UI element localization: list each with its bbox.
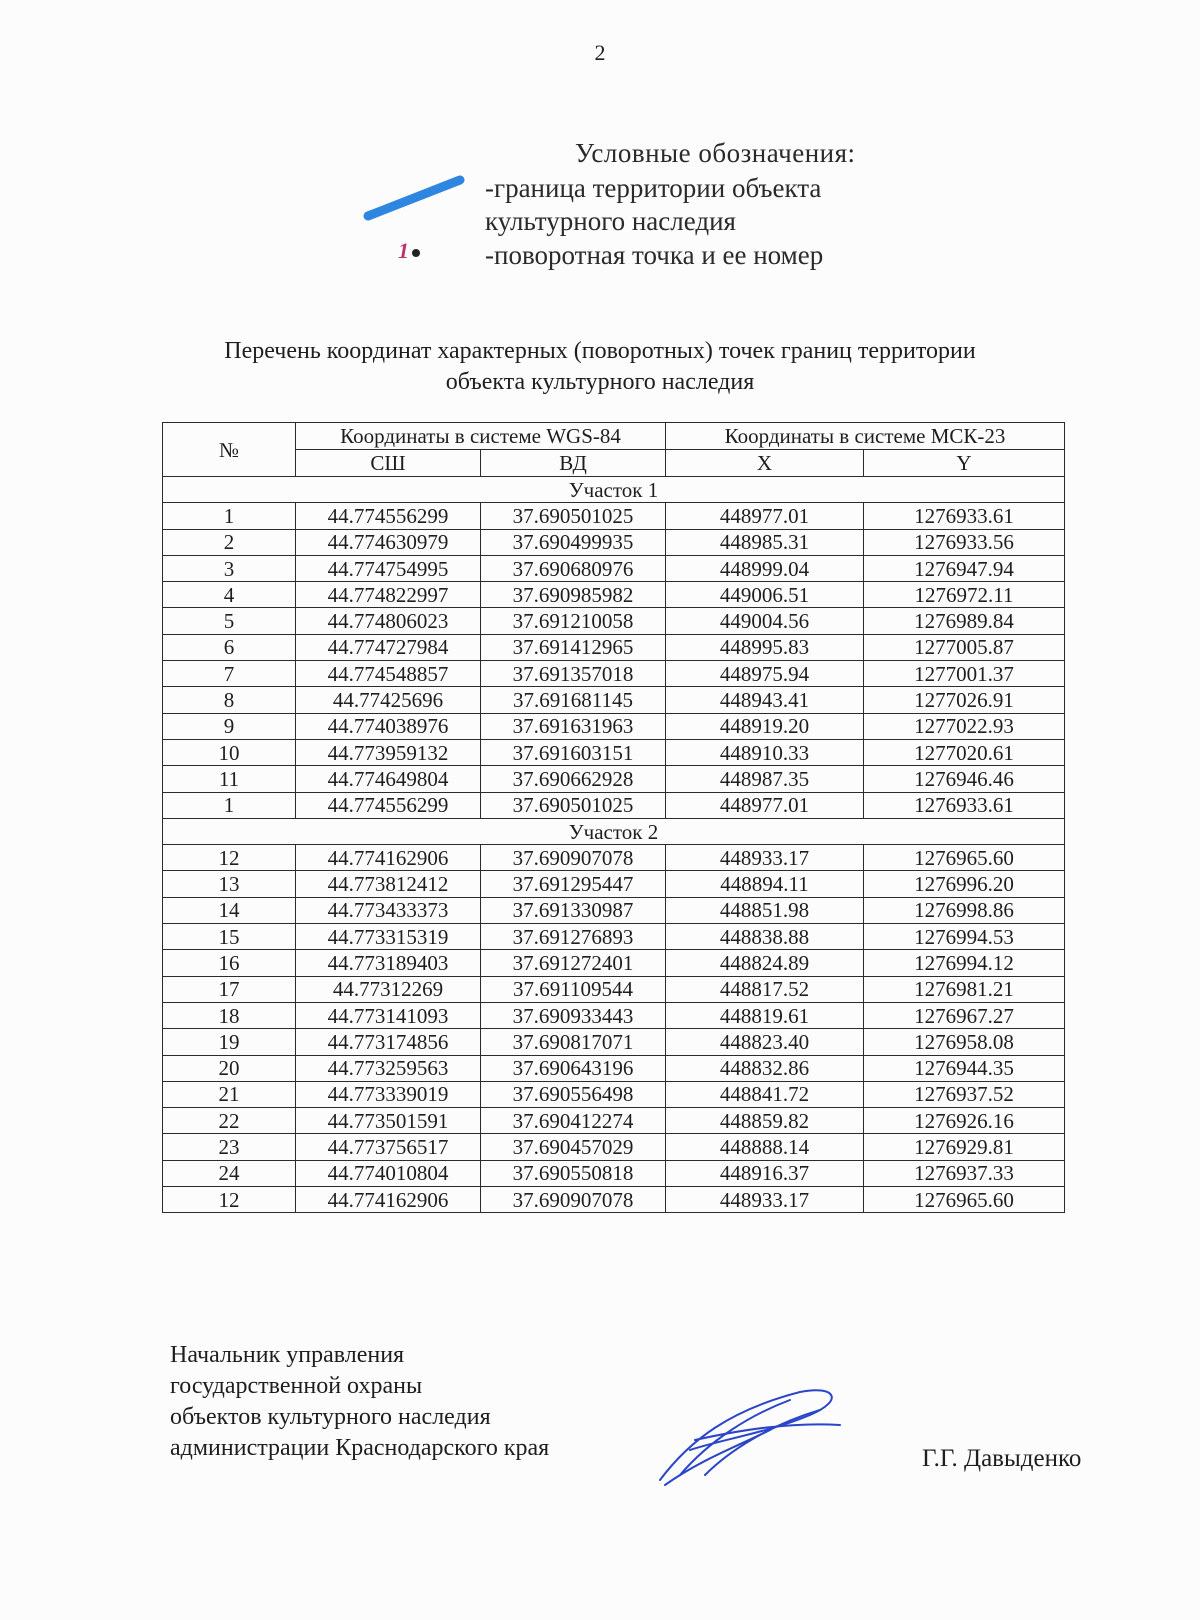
signer-name: Г.Г. Давыденко [922, 1445, 1082, 1472]
point-number: 9 [163, 713, 296, 739]
y-cell: 1276933.61 [864, 503, 1065, 529]
point-number: 23 [163, 1134, 296, 1160]
lon-cell: 37.691272401 [481, 950, 666, 976]
signer-position-line2: государственной охраны [170, 1373, 423, 1399]
lon-cell: 37.691603151 [481, 739, 666, 765]
header-num: № [163, 423, 296, 477]
lon-cell: 37.691276893 [481, 924, 666, 950]
point-number: 2 [163, 529, 296, 555]
y-cell: 1276994.12 [864, 950, 1065, 976]
list-title-line1: Перечень координат характерных (поворотных) точек границ территории [224, 338, 976, 364]
point-number: 13 [163, 871, 296, 897]
point-number: 16 [163, 950, 296, 976]
x-cell: 448859.82 [666, 1108, 864, 1134]
lon-cell: 37.690907078 [481, 845, 666, 871]
lon-cell: 37.691295447 [481, 871, 666, 897]
signature-block [170, 1340, 549, 1464]
lat-cell: 44.77425696 [296, 687, 481, 713]
table-row [163, 713, 1065, 739]
point-number: 14 [163, 897, 296, 923]
y-cell: 1276998.86 [864, 897, 1065, 923]
lon-cell: 37.690457029 [481, 1134, 666, 1160]
coordinates-table [162, 422, 1065, 1213]
x-cell: 448995.83 [666, 634, 864, 660]
lon-cell: 37.691210058 [481, 608, 666, 634]
point-number: 24 [163, 1160, 296, 1186]
y-cell: 1276929.81 [864, 1134, 1065, 1160]
lat-cell: 44.774548857 [296, 661, 481, 687]
legend-point-number: 1 [398, 238, 409, 263]
table-row [163, 897, 1065, 923]
lat-cell: 44.773141093 [296, 1002, 481, 1028]
lon-cell: 37.690501025 [481, 792, 666, 818]
section-label: Участок 1 [163, 477, 1065, 503]
legend-point-symbol [398, 238, 420, 264]
legend-title: Условные обозначения: [575, 138, 856, 168]
lat-cell: 44.774556299 [296, 792, 481, 818]
table-row [163, 976, 1065, 1002]
y-cell: 1276947.94 [864, 555, 1065, 581]
table-subheader-row [163, 450, 1065, 477]
boundary-line-icon [360, 168, 470, 228]
point-number: 12 [163, 845, 296, 871]
lat-cell: 44.774162906 [296, 1187, 481, 1213]
x-cell: 449006.51 [666, 582, 864, 608]
point-number: 20 [163, 1055, 296, 1081]
table-header-row [163, 423, 1065, 450]
x-cell: 448894.11 [666, 871, 864, 897]
point-number: 12 [163, 1187, 296, 1213]
x-cell: 449004.56 [666, 608, 864, 634]
signer-position-line3: объектов культурного наследия [170, 1404, 491, 1430]
y-cell: 1276933.61 [864, 792, 1065, 818]
x-cell: 448933.17 [666, 1187, 864, 1213]
handwritten-signature-icon [650, 1380, 850, 1490]
lat-cell: 44.773959132 [296, 739, 481, 765]
header-y: Y [864, 450, 1065, 477]
signer-position-line1: Начальник управления [170, 1342, 405, 1368]
table-row [163, 792, 1065, 818]
lon-cell: 37.690817071 [481, 1029, 666, 1055]
lat-cell: 44.774806023 [296, 608, 481, 634]
y-cell: 1276965.60 [864, 1187, 1065, 1213]
y-cell: 1277001.37 [864, 661, 1065, 687]
section-label: Участок 2 [163, 818, 1065, 844]
table-row [163, 739, 1065, 765]
lon-cell: 37.690550818 [481, 1160, 666, 1186]
table-row [163, 529, 1065, 555]
table-row [163, 950, 1065, 976]
section-row [163, 818, 1065, 844]
lat-cell: 44.774010804 [296, 1160, 481, 1186]
y-cell: 1277026.91 [864, 687, 1065, 713]
table-row [163, 1108, 1065, 1134]
point-number: 7 [163, 661, 296, 687]
y-cell: 1276972.11 [864, 582, 1065, 608]
header-lon: ВД [481, 450, 666, 477]
x-cell: 448841.72 [666, 1081, 864, 1107]
point-number: 6 [163, 634, 296, 660]
lat-cell: 44.774727984 [296, 634, 481, 660]
page-number: 2 [594, 40, 606, 65]
x-cell: 448919.20 [666, 713, 864, 739]
point-number: 8 [163, 687, 296, 713]
lat-cell: 44.774754995 [296, 555, 481, 581]
header-x: X [666, 450, 864, 477]
lon-cell: 37.690680976 [481, 555, 666, 581]
x-cell: 448817.52 [666, 976, 864, 1002]
table-row [163, 1187, 1065, 1213]
table-row [163, 1002, 1065, 1028]
y-cell: 1276996.20 [864, 871, 1065, 897]
point-number: 19 [163, 1029, 296, 1055]
point-number: 3 [163, 555, 296, 581]
table-row [163, 582, 1065, 608]
y-cell: 1276937.52 [864, 1081, 1065, 1107]
lon-cell: 37.690985982 [481, 582, 666, 608]
lat-cell: 44.773812412 [296, 871, 481, 897]
point-number: 22 [163, 1108, 296, 1134]
y-cell: 1277005.87 [864, 634, 1065, 660]
header-msk: Координаты в системе МСК-23 [666, 423, 1065, 450]
lat-cell: 44.773189403 [296, 950, 481, 976]
table-row [163, 1029, 1065, 1055]
point-number: 18 [163, 1002, 296, 1028]
x-cell: 448999.04 [666, 555, 864, 581]
list-title-line2: объекта культурного наследия [445, 369, 755, 395]
lon-cell: 37.691412965 [481, 634, 666, 660]
lon-cell: 37.690556498 [481, 1081, 666, 1107]
x-cell: 448985.31 [666, 529, 864, 555]
point-number: 15 [163, 924, 296, 950]
lon-cell: 37.691357018 [481, 661, 666, 687]
table-row [163, 924, 1065, 950]
x-cell: 448819.61 [666, 1002, 864, 1028]
y-cell: 1277020.61 [864, 739, 1065, 765]
list-title [150, 336, 1050, 398]
x-cell: 448910.33 [666, 739, 864, 765]
lat-cell: 44.774038976 [296, 713, 481, 739]
lon-cell: 37.691681145 [481, 687, 666, 713]
signer-position-line4: администрации Краснодарского края [170, 1435, 550, 1461]
lat-cell: 44.773339019 [296, 1081, 481, 1107]
point-number: 11 [163, 766, 296, 792]
lat-cell: 44.773174856 [296, 1029, 481, 1055]
lon-cell: 37.691330987 [481, 897, 666, 923]
legend [360, 130, 960, 290]
table-row [163, 845, 1065, 871]
lon-cell: 37.690662928 [481, 766, 666, 792]
y-cell: 1276994.53 [864, 924, 1065, 950]
lon-cell: 37.691109544 [481, 976, 666, 1002]
point-dot-icon [412, 249, 420, 257]
x-cell: 448977.01 [666, 792, 864, 818]
header-lat: СШ [296, 450, 481, 477]
legend-boundary-line2: культурного наследия [485, 206, 736, 236]
point-number: 10 [163, 739, 296, 765]
x-cell: 448975.94 [666, 661, 864, 687]
lon-cell: 37.690643196 [481, 1055, 666, 1081]
section-row [163, 477, 1065, 503]
point-number: 4 [163, 582, 296, 608]
lat-cell: 44.774822997 [296, 582, 481, 608]
lon-cell: 37.691631963 [481, 713, 666, 739]
y-cell: 1276937.33 [864, 1160, 1065, 1186]
y-cell: 1276944.35 [864, 1055, 1065, 1081]
lon-cell: 37.690412274 [481, 1108, 666, 1134]
y-cell: 1276965.60 [864, 845, 1065, 871]
x-cell: 448933.17 [666, 845, 864, 871]
table-row [163, 555, 1065, 581]
point-number: 21 [163, 1081, 296, 1107]
lat-cell: 44.773756517 [296, 1134, 481, 1160]
point-number: 1 [163, 792, 296, 818]
lon-cell: 37.690907078 [481, 1187, 666, 1213]
point-number: 5 [163, 608, 296, 634]
legend-boundary-label [485, 172, 821, 238]
table-row [163, 661, 1065, 687]
legend-point-label: -поворотная точка и ее номер [485, 240, 824, 270]
y-cell: 1276967.27 [864, 1002, 1065, 1028]
y-cell: 1276933.56 [864, 529, 1065, 555]
table-row [163, 766, 1065, 792]
lat-cell: 44.774556299 [296, 503, 481, 529]
lat-cell: 44.774630979 [296, 529, 481, 555]
lon-cell: 37.690933443 [481, 1002, 666, 1028]
x-cell: 448977.01 [666, 503, 864, 529]
lat-cell: 44.77312269 [296, 976, 481, 1002]
table-row [163, 687, 1065, 713]
lat-cell: 44.773259563 [296, 1055, 481, 1081]
table-row [163, 1134, 1065, 1160]
table-row [163, 871, 1065, 897]
x-cell: 448838.88 [666, 924, 864, 950]
x-cell: 448851.98 [666, 897, 864, 923]
point-number: 1 [163, 503, 296, 529]
legend-boundary-line1: -граница территории объекта [485, 173, 822, 203]
table-row [163, 1055, 1065, 1081]
x-cell: 448987.35 [666, 766, 864, 792]
x-cell: 448823.40 [666, 1029, 864, 1055]
table-row [163, 1160, 1065, 1186]
x-cell: 448824.89 [666, 950, 864, 976]
lat-cell: 44.773433373 [296, 897, 481, 923]
y-cell: 1276926.16 [864, 1108, 1065, 1134]
y-cell: 1277022.93 [864, 713, 1065, 739]
lat-cell: 44.774649804 [296, 766, 481, 792]
y-cell: 1276958.08 [864, 1029, 1065, 1055]
lat-cell: 44.774162906 [296, 845, 481, 871]
y-cell: 1276946.46 [864, 766, 1065, 792]
y-cell: 1276989.84 [864, 608, 1065, 634]
x-cell: 448888.14 [666, 1134, 864, 1160]
lat-cell: 44.773315319 [296, 924, 481, 950]
table-row [163, 503, 1065, 529]
x-cell: 448916.37 [666, 1160, 864, 1186]
lon-cell: 37.690499935 [481, 529, 666, 555]
lon-cell: 37.690501025 [481, 503, 666, 529]
x-cell: 448943.41 [666, 687, 864, 713]
y-cell: 1276981.21 [864, 976, 1065, 1002]
header-wgs: Координаты в системе WGS-84 [296, 423, 666, 450]
table-row [163, 1081, 1065, 1107]
table-row [163, 608, 1065, 634]
x-cell: 448832.86 [666, 1055, 864, 1081]
point-number: 17 [163, 976, 296, 1002]
table-row [163, 634, 1065, 660]
lat-cell: 44.773501591 [296, 1108, 481, 1134]
